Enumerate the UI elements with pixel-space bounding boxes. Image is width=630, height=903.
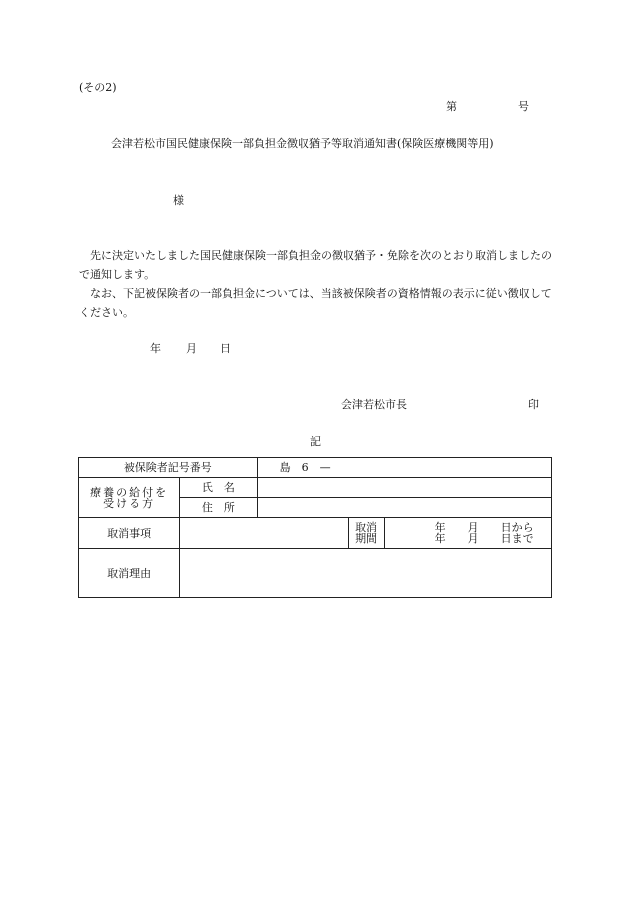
recipient-label-line2: 受ける方: [103, 496, 156, 510]
page-title: 会津若松市国民健康保険一部負担金徴収猶予等取消通知書(保険医療機関等用): [111, 137, 494, 150]
date-year: 年: [150, 342, 161, 355]
body-paragraph-1: 先に決定いたしました国民健康保険一部負担金の徴収猶予・免除を次のとおり取消しましたので通知します。: [79, 249, 552, 281]
recipient-label-line1: 療養の給付を: [90, 485, 169, 499]
record-table: [78, 457, 552, 598]
address-label: 住 所: [180, 498, 257, 518]
cancel-items-label: 取消事項: [79, 518, 180, 549]
period-label: [348, 518, 384, 549]
cancel-items-field[interactable]: [180, 518, 348, 549]
issuer-name: 会津若松市長: [341, 398, 407, 411]
period-to: 年 月 日まで: [434, 532, 534, 545]
number-go: 号: [518, 100, 529, 113]
name-label: 氏 名: [180, 478, 257, 498]
table-row: [79, 518, 552, 549]
form-label: (その2): [79, 81, 117, 94]
period-field[interactable]: [384, 518, 551, 549]
body-paragraph-2: なお、下記被保険者の一部負担金については、当該被保険者の資格情報の表示に従い徴収してください。: [79, 287, 552, 319]
table-row: [79, 478, 552, 498]
ki-heading: 記: [310, 435, 321, 448]
insured-number-label: 被保険者記号番号: [79, 458, 258, 478]
period-label-line2: 期間: [355, 532, 378, 545]
seal-mark: 印: [528, 398, 539, 411]
cancel-reason-field[interactable]: [180, 549, 552, 598]
addressee-suffix: 様: [173, 194, 184, 207]
name-field[interactable]: [257, 478, 551, 498]
table-row: [79, 549, 552, 598]
date-day: 日: [220, 342, 231, 355]
table-row: [79, 458, 552, 478]
period-from: 年 月 日から: [434, 521, 534, 534]
insured-number-value: 島 6 —: [257, 458, 551, 478]
address-field[interactable]: [257, 498, 551, 518]
recipient-label: [79, 478, 180, 518]
cancel-reason-label: 取消理由: [79, 549, 180, 598]
number-dai: 第: [446, 100, 457, 113]
date-month: 月: [186, 342, 197, 355]
period-label-line1: 取消: [355, 521, 378, 534]
